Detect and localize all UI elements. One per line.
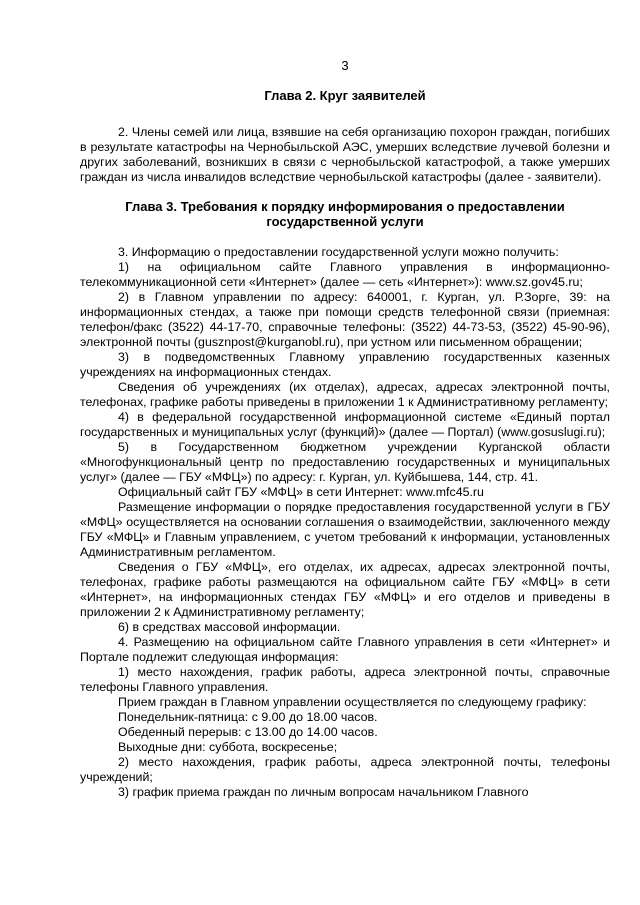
- paragraph: 2) место нахождения, график работы, адреса электронной почты, телефоны учреждений;: [80, 755, 610, 784]
- page-number: 3: [341, 58, 349, 73]
- paragraph: Сведения об учреждениях (их отделах), адресах, адресах электронной почты, телефонах, графике работы приведены в приложении 1 к Административному регламенту;: [80, 380, 610, 409]
- paragraph: Сведения о ГБУ «МФЦ», его отделах, их адресах, адресах электронной почты, телефонах, графике работы размещаются на официальном сайте ГБУ «МФЦ» в сети «Интернет», на информационных стендах ГБУ «МФЦ» и его отделов и приведены в приложении 2 к Административному регламенту;: [80, 560, 610, 619]
- chapter-2-title: Глава 2. Круг заявителей: [264, 88, 426, 103]
- paragraph: 6) в средствах массовой информации.: [118, 620, 341, 634]
- chapter-3-body: [80, 245, 610, 800]
- paragraph: Официальный сайт ГБУ «МФЦ» в сети Интернет: www.mfc45.ru: [118, 485, 484, 499]
- paragraph: Обеденный перерыв: с 13.00 до 14.00 часов.: [118, 725, 378, 739]
- chapter-2-paragraph: 2. Члены семей или лица, взявшие на себя организацию похорон граждан, погибших в результате катастрофы на Чернобыльской АЭС, умерших вследствие лучевой болезни и других заболеваний, возникших в связи с чернобыльской катастрофой, а также умерших граждан из числа инвалидов вследствие чернобыльской катастрофы (далее - заявители).: [80, 125, 610, 184]
- paragraph: 1) на официальном сайте Главного управления в информационно-телекоммуникационной сети «Интернет» (далее — сеть «Интернет»): www.sz.gov45.ru;: [80, 260, 610, 289]
- paragraph: 3) график приема граждан по личным вопросам начальником Главного: [118, 785, 529, 799]
- paragraph: Выходные дни: суббота, воскресенье;: [118, 740, 338, 754]
- paragraph: 4) в федеральной государственной информационной системе «Единый портал государственных и муниципальных услуг (функций)» (далее — Портал) (www.gosuslugi.ru);: [80, 410, 610, 439]
- paragraph: 3. Информацию о предоставлении государственной услуги можно получить:: [118, 245, 559, 259]
- paragraph: 1) место нахождения, график работы, адреса электронной почты, справочные телефоны Главного управления.: [80, 665, 610, 694]
- paragraph: Понедельник-пятница: с 9.00 до 18.00 часов.: [118, 710, 378, 724]
- paragraph: 2) в Главном управлении по адресу: 640001, г. Курган, ул. Р.Зорге, 39: на информационных стендах, а также при помощи средств телефонной связи (приемная: телефон/факс (3522) 44-17-70, справочные телефоны: (3522) 44-73-53, (3522) 45-90-96), электронной почты (gusznpost@kurganobl.ru), при устном или письменном обращении;: [80, 290, 610, 349]
- paragraph: 3) в подведомственных Главному управлению государственных казенных учреждениях на информационных стендах.: [80, 350, 610, 379]
- chapter-3-title: Глава 3. Требования к порядку информирования о предоставлении государственной услуги: [125, 199, 565, 229]
- paragraph: 4. Размещению на официальном сайте Главного управления в сети «Интернет» и Портале подлежит следующая информация:: [80, 635, 610, 664]
- paragraph: 5) в Государственном бюджетном учреждении Курганской области «Многофункциональный центр по предоставлению государственных и муниципальных услуг» (далее — ГБУ «МФЦ») по адресу: г. Курган, ул. Куйбышева, 144, стр. 41.: [80, 440, 610, 484]
- paragraph: Прием граждан в Главном управлении осуществляется по следующему графику:: [118, 695, 587, 709]
- paragraph: Размещение информации о порядке предоставления государственной услуги в ГБУ «МФЦ» осуществляется на основании соглашения о взаимодействии, заключенного между ГБУ «МФЦ» и Главным управлением, с учетом требований к информации, установленных Административным регламентом.: [80, 500, 610, 559]
